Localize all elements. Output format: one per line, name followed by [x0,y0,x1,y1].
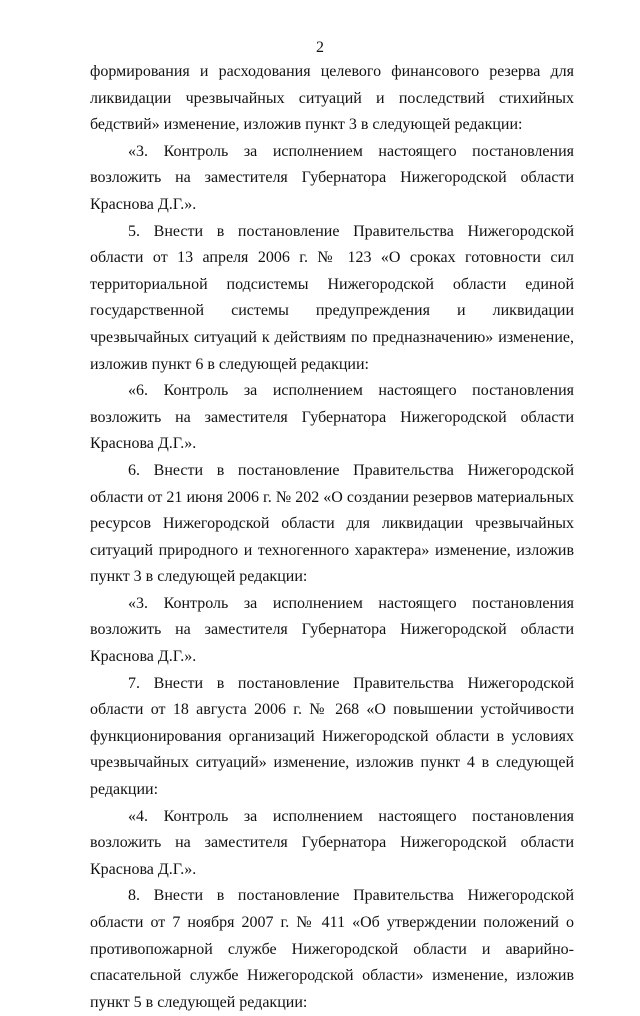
paragraph-item-8: 8. Внести в постановление Правительства Нижегородской области от 7 ноября 2007 г. № 411 «Об утверждении положений о противопожарной службе Нижегородской области и аварийно-спасательной службе Нижегородской области» изменение, изложив пункт 5 в следующей редакции: [90,887,574,1011]
paragraph-quote-item-6: «6. Контроль за исполнением настоящего постановления возложить на заместителя Губернатора Нижегородской области Краснова Д.Г.». [90,382,574,453]
paragraph-quote-item-4: «4. Контроль за исполнением настоящего постановления возложить на заместителя Губернатора Нижегородской области Краснова Д.Г.». [90,807,574,878]
paragraph-item-7: 7. Внести в постановление Правительства Нижегородской области от 18 августа 2006 г. № 268 «О повышении устойчивости функционирования организаций Нижегородской области в условиях чрезвычайных ситуаций» изменение, изложив пункт 4 в следующей редакции: [90,674,574,799]
paragraph-quote-item-3-second: «3. Контроль за исполнением настоящего постановления возложить на заместителя Губернатора Нижегородской области Краснова Д.Г.». [90,594,574,666]
document-body [90,59,574,1016]
paragraph-continuation: формирования и расходования целевого финансового резерва для ликвидации чрезвычайных ситуаций и последствий стихийных бедствий» изменение, изложив пункт 3 в следующей редакции: [90,63,574,134]
paragraph-quote-item-3: «3. Контроль за исполнением настоящего постановления возложить на заместителя Губернатора Нижегородской области Краснова Д.Г.». [90,142,574,213]
paragraph-item-6: 6. Внести в постановление Правительства Нижегородской области от 21 июня 2006 г. № 202 «О создании резервов материальных ресурсов Нижегородской области для ликвидации чрезвычайных ситуаций природного и техногенного характера» изменение, изложив пункт 3 в следующей редакции: [90,461,574,586]
page-number: 2 [316,39,324,56]
paragraph-item-5: 5. Внести в постановление Правительства Нижегородской области от 13 апреля 2006 г. № 123 «О сроках готовности сил территориальной подсистемы Нижегородской области единой государственной системы предупреждения и ликвидации чрезвычайных ситуаций к действиям по предназначению» изменение, изложив пункт 6 в следующей редакции: [90,222,574,373]
